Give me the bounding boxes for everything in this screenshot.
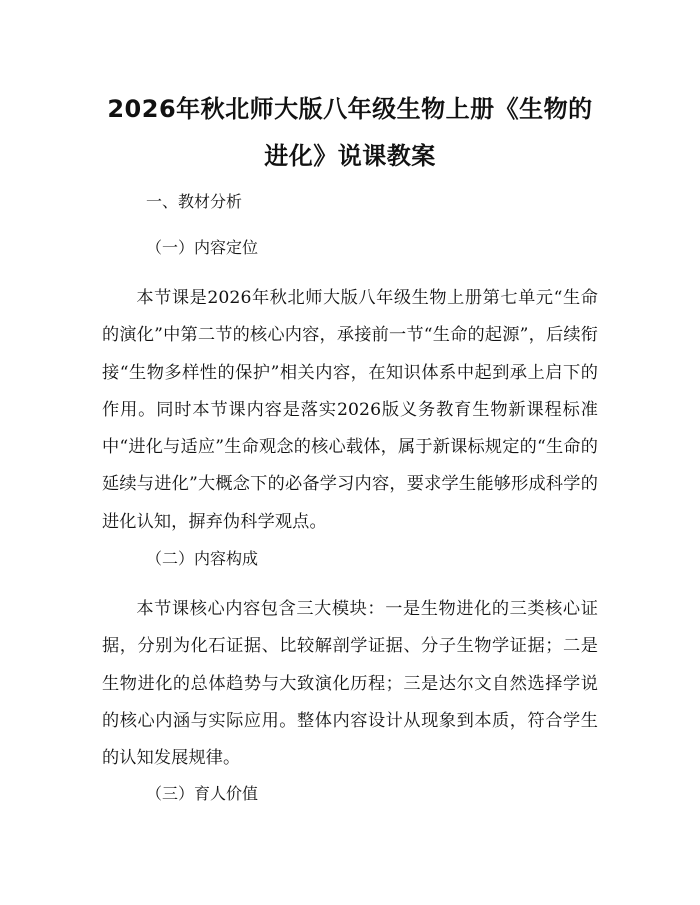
subheading-content-composition: （二）内容构成 (146, 549, 259, 568)
document-title: 2026年秋北师大版八年级生物上册《生物的进化》说课教案 (107, 95, 593, 170)
paragraph-content-positioning: 本节课是2026年秋北师大版八年级生物上册第七单元“生命的演化”中第二节的核心内容，承接前一节“生命的起源”，后续衔接“生物多样性的保护”相关内容，在知识体系中起到承上启下的作用。同时本节课内容是落实2026版义务教育生物新课程标准中“进化与适应”生命观念的核心载体，属于新课标规定的“生命的延续与进化”大概念下的必备学习内容，要求学生能够形成科学的进化认知，摒弃伪科学观点。 (102, 288, 598, 532)
subheading-content-positioning: （一）内容定位 (146, 238, 259, 257)
subheading-educational-value: （三）育人价值 (146, 784, 259, 803)
section-heading-textbook-analysis: 一、教材分析 (146, 192, 243, 211)
paragraph-content-composition: 本节课核心内容包含三大模块：一是生物进化的三类核心证据，分别为化石证据、比较解剖学证据、分子生物学证据；二是生物进化的总体趋势与大致演化历程；三是达尔文自然选择学说的核心内涵与实际应用。整体内容设计从现象到本质，符合学生的认知发展规律。 (102, 599, 598, 769)
